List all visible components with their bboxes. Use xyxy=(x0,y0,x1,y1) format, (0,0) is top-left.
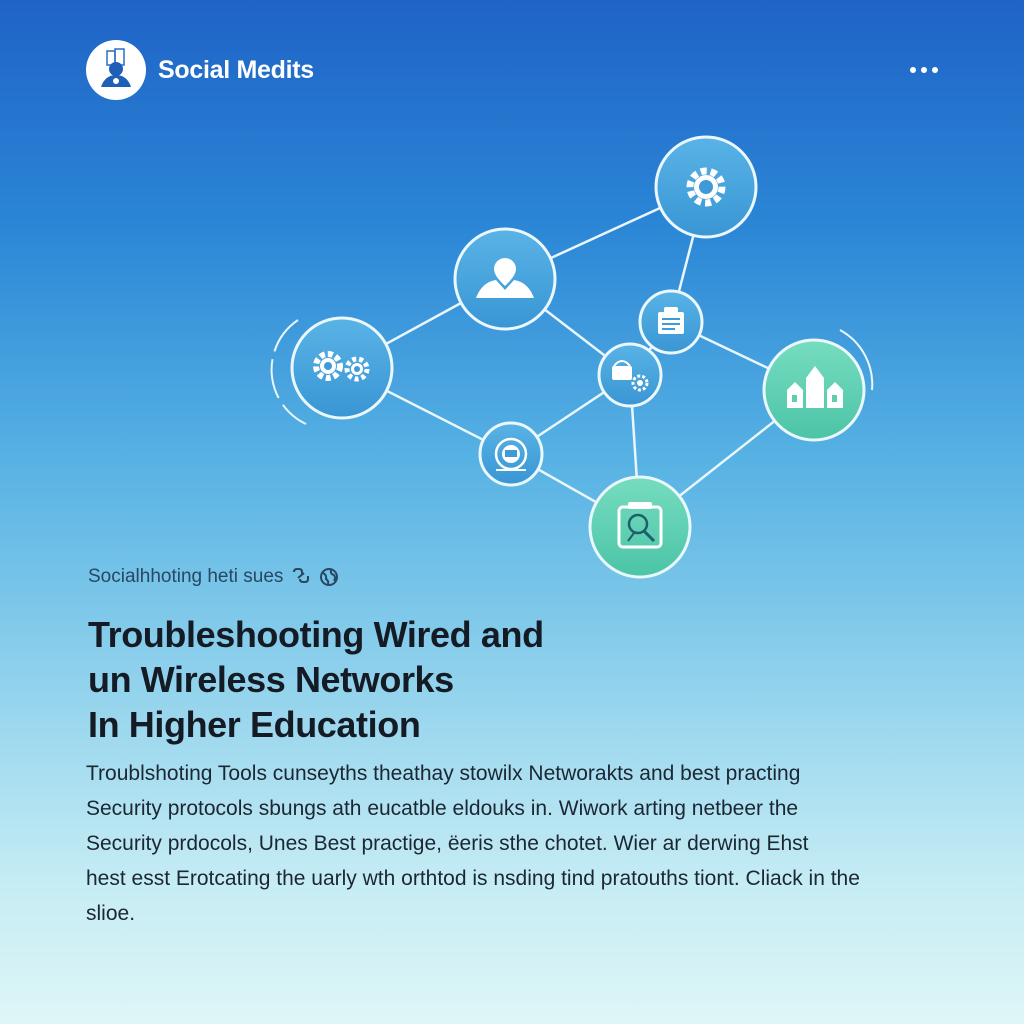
body-text xyxy=(86,756,956,931)
node-buildings[interactable] xyxy=(764,340,864,440)
body-line: Security prdocols, Unes Best practige, ëeris sthe chotet. Wier ar derwing Ehst xyxy=(86,832,809,855)
headline-line: In Higher Education xyxy=(88,704,421,745)
node-clipboard[interactable] xyxy=(640,291,702,353)
globe-icon xyxy=(319,567,339,587)
node-user[interactable] xyxy=(455,229,555,329)
headline xyxy=(88,612,728,747)
body-line: slioe. xyxy=(86,902,136,925)
node-troubleshoot[interactable] xyxy=(480,423,542,485)
headline-line: un Wireless Networks xyxy=(88,659,454,700)
brand-name: Social Medits xyxy=(158,55,314,84)
connection-lines xyxy=(342,187,814,527)
node-router-settings[interactable] xyxy=(599,344,661,406)
link-icon xyxy=(291,568,311,586)
body-line: Troublshoting Tools cunseyths theathay stowilx Networakts and best practing xyxy=(86,762,801,785)
node-gear[interactable] xyxy=(656,137,756,237)
headline-line: Troubleshooting Wired and xyxy=(88,614,544,655)
node-search-device[interactable] xyxy=(590,477,690,577)
body-line: hest esst Erotcating the uarly wth orthtod is nsding tind pratouths tiont. Cliack in the xyxy=(86,867,860,890)
body-line: Security protocols sbungs ath eucatble eldouks in. Wiwork arting netbeer the xyxy=(86,797,799,820)
category-label xyxy=(88,566,339,588)
node-gears[interactable] xyxy=(292,318,392,418)
category-text: Socialhhoting heti sues xyxy=(88,566,284,587)
